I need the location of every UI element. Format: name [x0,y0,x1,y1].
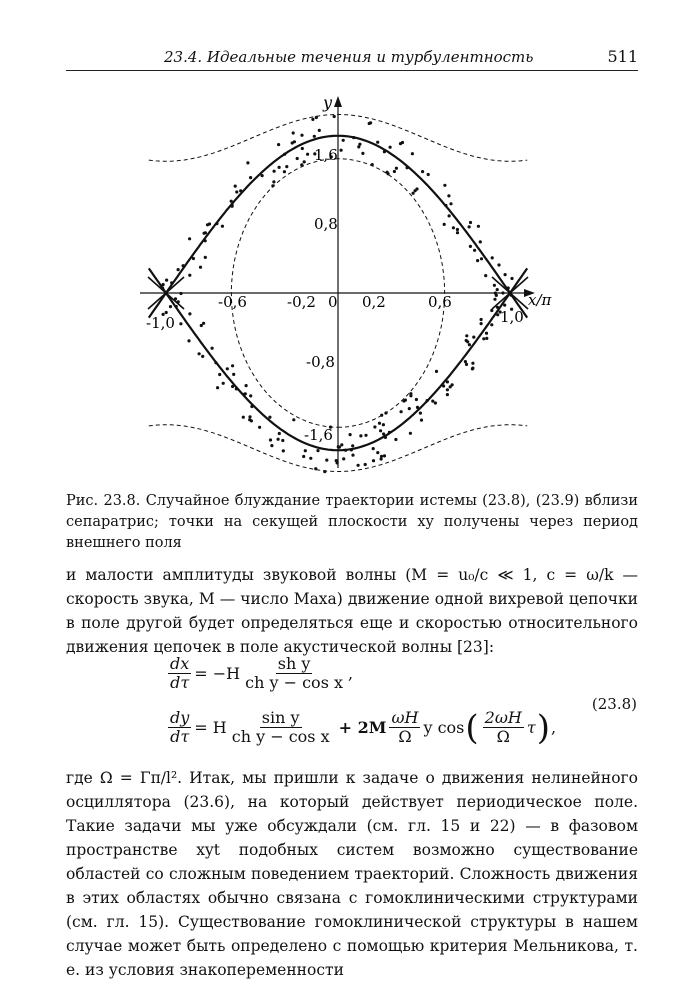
x-tick-label: -1,0 [146,314,175,332]
x-tick-label: 0,2 [362,293,386,311]
equation-number: (23.8) [591,695,637,713]
scatter-point [244,392,247,395]
scatter-point [318,129,321,132]
scatter-point [416,406,419,409]
scatter-point [204,239,207,242]
scatter-point [309,457,312,460]
scatter-point [221,225,224,228]
scatter-point [239,189,242,192]
scatter-point [261,174,264,177]
scatter-point [211,347,214,350]
scatter-point [376,141,379,144]
scatter-point [250,405,253,408]
equation-term: τ [526,718,536,737]
scatter-point [292,418,295,421]
scatter-point [504,273,507,276]
equation-term: = H [194,718,227,737]
scatter-point [493,284,496,287]
scatter-point [493,298,496,301]
scatter-point [203,232,206,235]
scatter-point [311,118,314,121]
scatter-point [325,459,328,462]
scatter-point [361,152,364,155]
scatter-point [427,173,430,176]
scatter-point [434,401,437,404]
scatter-point [469,245,472,248]
scatter-point [235,190,238,193]
y-tick-label: 0,8 [314,215,338,233]
y-axis-arrow-icon [334,96,342,107]
x-tick-label: 0,6 [428,293,452,311]
scatter-point [446,393,449,396]
scatter-point [269,438,272,441]
equation-line-dy [165,709,556,746]
scatter-point [456,231,459,234]
scatter-point [442,384,445,387]
scatter-point [340,149,343,152]
scatter-point [382,432,385,435]
scatter-point [419,412,422,415]
scatter-point [249,176,252,179]
scatter-point [277,143,280,146]
scatter-point [395,167,398,170]
scatter-point [404,399,407,402]
scatter-point [435,370,438,373]
scatter-point [359,434,362,437]
scatter-point [399,142,402,145]
running-header [66,44,638,71]
scatter-point [188,274,191,277]
scatter-point [342,139,345,142]
scatter-point [448,214,451,217]
scatter-point [469,221,472,224]
scatter-point [431,400,434,403]
scatter-point [272,180,275,183]
scatter-point [393,170,396,173]
scatter-point [351,454,354,457]
scatter-point [468,343,471,346]
scatter-point [456,228,459,231]
scatter-point [226,367,229,370]
scatter-point [446,380,449,383]
scatter-point [449,202,452,205]
x-tick-label: -0,6 [218,293,247,311]
scatter-point [306,153,309,156]
scatter-point [169,305,172,308]
scatter-point [373,425,376,428]
scatter-point [231,385,234,388]
scatter-point [277,438,280,441]
scatter-point [175,305,178,308]
scatter-point [479,240,482,243]
scatter-point [480,318,483,321]
scatter-point [300,163,303,166]
scatter-point [497,263,500,266]
scatter-point [342,457,345,460]
scatter-point [291,141,294,144]
scatter-point [400,410,403,413]
scatter-point [202,322,205,325]
scatter-point [383,150,386,153]
scatter-point [480,257,483,260]
scatter-point [409,392,412,395]
scatter-point [473,249,476,252]
fraction: $\frac{dy}{d\tau}$ [170,708,190,746]
scatter-point [323,470,326,473]
scatter-point [304,449,307,452]
scatter-point [495,294,498,297]
scatter-point [248,415,251,418]
scatter-point [344,449,347,452]
scatter-point [283,170,286,173]
scatter-point [278,166,281,169]
scatter-point [480,322,483,325]
scatter-point [162,283,165,286]
scatter-point [371,163,374,166]
x-tick-label: 0 [328,293,338,311]
scatter-point [215,222,218,225]
scatter-point [380,455,383,458]
separatrix-figure [130,88,570,478]
scatter-point [496,313,499,316]
scatter-point [283,153,286,156]
y-tick-label: 1,6 [314,146,338,164]
scatter-point [231,364,234,367]
scatter-point [242,416,245,419]
scatter-point [444,204,447,207]
figure-caption: Рис. 23.8. Случайное блуждание траектории истемы (23.8), (23.9) вблизи сепаратрис; точки на секущей плоскости xy получены через период внешнего поля [66,493,638,551]
fraction: $\frac{\text{sin y}}{\text{ch y − cos x}}$ [231,708,330,746]
scatter-point [484,274,487,277]
scatter-point [187,339,190,342]
scatter-point [177,268,180,271]
right-paren: ) [536,707,550,748]
scatter-point [201,355,204,358]
fraction: $\frac{2\omega H}{\Omega}$ [484,708,522,746]
scatter-point [218,373,221,376]
scatter-point [465,363,468,366]
scatter-point [510,277,513,280]
scatter-point [447,194,450,197]
scatter-point [426,399,429,402]
scatter-point [472,336,475,339]
scatter-point [296,157,299,160]
scatter-point [231,205,234,208]
body-paragraph: где Ω = Γπ/l². Итак, мы пришли к задаче о движения нелинейного осциллятора (23.6), на который действует периодическое поле. Такие задачи мы уже обсуждали (см. гл. 15 и 22) — в фазовом пространстве xyt подобных систем возможно существование областей со сложным поведением траекторий. Сложность движения в этих областях обычно связана с гомоклиническими структурами (см. гл. 15). Существование гомоклинической структуры в нашем случае может быть определено с помощью критерия Мельникова, т. е. из условия знакопеременности [66,769,638,979]
scatter-point [198,352,201,355]
scatter-point [273,170,276,173]
scatter-point [357,464,360,467]
fraction: $\frac{\omega H}{\Omega}$ [391,708,419,746]
scatter-point [378,422,381,425]
scatter-point [234,185,237,188]
scatter-point [302,455,305,458]
y-axis-label: y [323,93,333,112]
scatter-point [490,309,493,312]
equation-term: + 2M [338,718,387,737]
scatter-point [465,339,468,342]
scatter-point [364,434,367,437]
scatter-point [372,447,375,450]
scatter-point [477,225,480,228]
scatter-point [382,423,385,426]
scatter-point [340,443,343,446]
scatter-point [368,122,371,125]
scatter-point [415,398,418,401]
scatter-point [379,429,382,432]
scatter-point [496,288,499,291]
scatter-point [443,184,446,187]
scatter-point [179,322,182,325]
scatter-point [507,286,510,289]
scatter-point [490,323,493,326]
scatter-point [420,419,423,422]
scatter-point [485,337,488,340]
scatter-point [281,439,284,442]
scatter-point [170,281,173,284]
scatter-point [476,259,479,262]
equation-term: y cos [423,718,465,737]
scatter-point [250,419,253,422]
scatter-point [503,304,506,307]
scatter-point [270,444,273,447]
scatter-point [389,146,392,149]
scatter-point [376,451,379,454]
scatter-point [206,223,209,226]
scatter-point [232,373,235,376]
scatter-point [414,189,417,192]
scatter-point [216,386,219,389]
scatter-point [358,143,361,146]
scatter-point [315,116,318,119]
scatter-point [245,384,248,387]
equation-term: = −H [194,664,241,683]
scatter-point [199,266,202,269]
x-axis-label: x/π [528,291,552,309]
scatter-point [482,337,485,340]
scatter-point [249,394,252,397]
scatter-point [501,291,504,294]
scatter-point [421,170,424,173]
scatter-point [246,161,249,164]
scatter-point [388,431,391,434]
scatter-point [471,367,474,370]
scatter-point [285,165,288,168]
scatter-point [372,459,375,462]
scatter-point [464,360,467,363]
page-number: 511 [607,47,638,66]
scatter-point [387,172,390,175]
scatter-point [411,152,414,155]
scatter-point [179,292,182,295]
scatter-point [335,459,338,462]
scatter-point [258,426,261,429]
scatter-point [485,332,488,335]
scatter-point [271,184,274,187]
fraction: $\frac{\text{sh y}}{\text{ch y − cos x}}$ [245,654,344,692]
scatter-point [394,438,397,441]
equation-term: , [550,718,557,737]
scatter-point [268,416,271,419]
body-paragraph: и малости амплитуды звуковой волны (M = u₀/c ≪ 1, c = ω/k — скорость звука, M — число Маха) движение одной вихревой цепочки в поле другой будет определяться еще и скоростью относительного движения цепочек в поле акустической волны [23]: [66,566,638,656]
scatter-point [188,237,191,240]
scatter-point [380,414,383,417]
scatter-point [214,361,217,364]
scatter-point [313,135,316,138]
equation-line-dx [165,655,353,692]
scatter-point [235,387,238,390]
scatter-point [351,444,354,447]
scatter-point [301,147,304,150]
y-tick-label: -1,6 [304,426,333,444]
scatter-point [408,407,411,410]
scatter-point [165,279,168,282]
scatter-point [292,131,295,134]
scatter-point [222,382,225,385]
scatter-point [412,192,415,195]
scatter-point [316,449,319,452]
scatter-point [352,136,355,139]
scatter-point [383,454,386,457]
scatter-point [380,457,383,460]
scatter-point [406,166,409,169]
scatter-point [333,115,336,118]
x-tick-label: -0,2 [287,293,316,311]
scatter-point [192,257,195,260]
scatter-point [384,436,387,439]
scatter-point [468,225,471,228]
scatter-point [364,463,367,466]
equation-term: , [348,664,354,683]
scatter-point [409,432,412,435]
y-tick-label: -0,8 [306,353,335,371]
scatter-point [384,411,387,414]
scatter-point [349,433,352,436]
scatter-point [278,432,281,435]
scatter-point [282,449,285,452]
scatter-point [314,467,317,470]
scatter-point [350,448,353,451]
scatter-point [303,160,306,163]
scatter-point [446,388,449,391]
left-paren: ( [465,707,479,748]
scatter-point [338,446,341,449]
section-title: 23.4. Идеальные течения и турбулентность [164,48,534,66]
scatter-point [452,226,455,229]
equation-23-8 [165,655,645,760]
scatter-point [465,334,468,337]
scatter-point [204,256,207,259]
scatter-point [471,362,474,365]
scatter-point [188,312,191,315]
scatter-point [443,223,446,226]
scatter-point [182,264,185,267]
scatter-point [491,256,494,259]
scatter-point [300,134,303,137]
scatter-point [230,200,233,203]
scatter-point [451,383,454,386]
fraction: $\frac{dx}{d\tau}$ [170,654,190,692]
x-tick-label: 1,0 [500,308,524,326]
